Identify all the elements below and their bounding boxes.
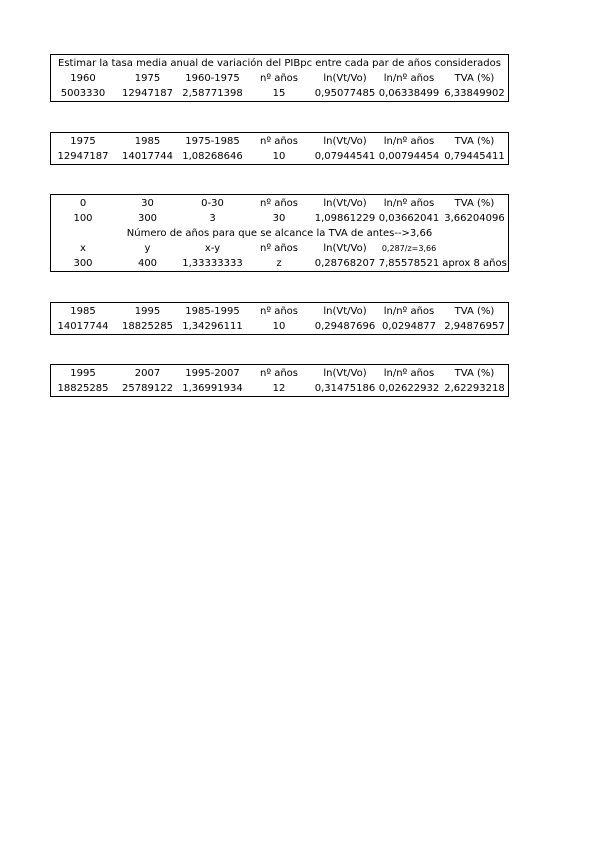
value-cell: 1,09861229 (314, 213, 376, 224)
header-cell: ln/nº años (383, 73, 435, 84)
header-cell: ln/nº años (383, 136, 435, 147)
header-cell: nº años (259, 73, 299, 84)
header-cell (441, 241, 508, 256)
header-cell: 1985 (70, 306, 96, 317)
table-header-row (51, 366, 508, 381)
value-cell: 0,28768207 (314, 258, 376, 269)
header-cell: nº años (259, 136, 299, 147)
header-cell: TVA (%) (454, 368, 495, 379)
value-cell: 10 (272, 321, 286, 332)
value-cell: 6,33849902 (444, 88, 505, 99)
value-cell: 12947187 (57, 151, 109, 162)
value-cell: 1,36991934 (182, 383, 243, 394)
header-cell: 1985-1995 (185, 306, 240, 317)
value-cell: 0,07944541 (314, 151, 376, 162)
value-cell: 18825285 (122, 321, 173, 332)
value-cell: 2,58771398 (182, 88, 243, 99)
value-cell: 3,66204096 (444, 213, 505, 224)
header-cell: TVA (%) (454, 136, 495, 147)
header-cell: 0 (79, 198, 87, 209)
value-cell: 15 (272, 88, 286, 99)
value-cell: 0,00794454 (378, 151, 440, 162)
header-cell: ln/nº años (383, 368, 435, 379)
header-cell: ln/nº años (383, 198, 435, 209)
value-cell: 400 (137, 258, 158, 269)
table-block-1975-1985 (50, 132, 509, 165)
header-cell: 1975 (134, 73, 161, 84)
header-cell: nº años (259, 306, 299, 317)
value-cell: 0,79445411 (444, 151, 505, 162)
header-cell: ln(Vt/Vo) (323, 368, 367, 379)
table-title-row (51, 56, 508, 71)
header-cell: ln(Vt/Vo) (323, 306, 367, 317)
header-cell: TVA (%) (454, 306, 495, 317)
table-row (51, 211, 508, 226)
table-row (51, 381, 508, 396)
header-cell: x (80, 243, 86, 254)
table-header-row (51, 71, 508, 86)
value-cell: 12947187 (122, 88, 173, 99)
header-cell: 0,287/z=3,66 (381, 244, 437, 253)
value-cell: 0,29487696 (314, 321, 376, 332)
value-cell: 300 (137, 213, 158, 224)
table-row (51, 319, 508, 334)
header-cell: ln(Vt/Vo) (323, 243, 367, 254)
value-cell: z (276, 258, 282, 269)
header-cell: 1960-1975 (185, 73, 240, 84)
header-cell: 1985 (134, 136, 161, 147)
header-cell: 1995-2007 (185, 368, 240, 379)
value-cell: 0,03662041 (378, 213, 440, 224)
table-header-row (51, 196, 508, 211)
value-cell: 25789122 (122, 383, 173, 394)
value-cell: 12 (272, 383, 286, 394)
value-cell: 14017744 (122, 151, 173, 162)
table-row (51, 256, 508, 271)
table-header-row (51, 304, 508, 319)
header-cell: 1975 (70, 136, 96, 147)
header-cell: ln(Vt/Vo) (323, 198, 367, 209)
table-header-row (51, 134, 508, 149)
value-cell: 3 (209, 213, 216, 224)
table-row (51, 86, 508, 101)
header-cell: 1995 (70, 368, 96, 379)
table-title: Estimar la tasa media anual de variación del PIBpc entre cada par de años considerados (58, 58, 501, 69)
value-cell: 0,95077485 (314, 88, 376, 99)
value-cell: 14017744 (57, 321, 109, 332)
header-cell: ln/nº años (383, 306, 435, 317)
value-cell: 100 (73, 213, 93, 224)
value-cell: 7,85578521 (378, 258, 440, 269)
value-cell: 18825285 (57, 383, 109, 394)
value-cell: 30 (272, 213, 286, 224)
header-cell: ln(Vt/Vo) (323, 136, 367, 147)
header-cell: 2007 (134, 368, 161, 379)
header-cell: TVA (%) (454, 73, 495, 84)
note-text: Número de años para que se alcance la TVA de antes-->3,66 (126, 228, 433, 239)
header-cell: ln(Vt/Vo) (323, 73, 367, 84)
header-cell: nº años (259, 243, 299, 254)
value-cell: 0,31475186 (314, 383, 376, 394)
header-cell: nº años (259, 198, 299, 209)
value-cell: aprox 8 años (442, 258, 507, 269)
header-cell: nº años (259, 368, 299, 379)
value-cell: 10 (272, 151, 286, 162)
note-row (51, 226, 508, 241)
table-block-1995-2007 (50, 364, 509, 397)
value-cell: 1,33333333 (182, 258, 243, 269)
table-header-row (51, 241, 508, 256)
value-cell: 1,34296111 (182, 321, 243, 332)
value-cell: 0,02622932 (378, 383, 440, 394)
header-cell: x-y (204, 243, 221, 254)
value-cell: 5003330 (60, 88, 106, 99)
table-block-1985-1995 (50, 302, 509, 335)
table-block-1960-1975 (50, 54, 509, 102)
table-block-0-30 (50, 194, 509, 272)
value-cell: 1,08268646 (182, 151, 243, 162)
header-cell: TVA (%) (454, 198, 495, 209)
header-cell: 30 (141, 198, 154, 209)
header-cell: 1975-1985 (185, 136, 240, 147)
header-cell: y (144, 243, 151, 254)
table-row (51, 149, 508, 164)
value-cell: 2,94876957 (444, 321, 505, 332)
header-cell: 1960 (70, 73, 96, 84)
value-cell: 0,0294877 (381, 321, 437, 332)
value-cell: 0,06338499 (378, 88, 440, 99)
header-cell: 0-30 (201, 198, 224, 209)
value-cell: 300 (73, 258, 93, 269)
value-cell: 2,62293218 (444, 383, 505, 394)
header-cell: 1995 (134, 306, 161, 317)
